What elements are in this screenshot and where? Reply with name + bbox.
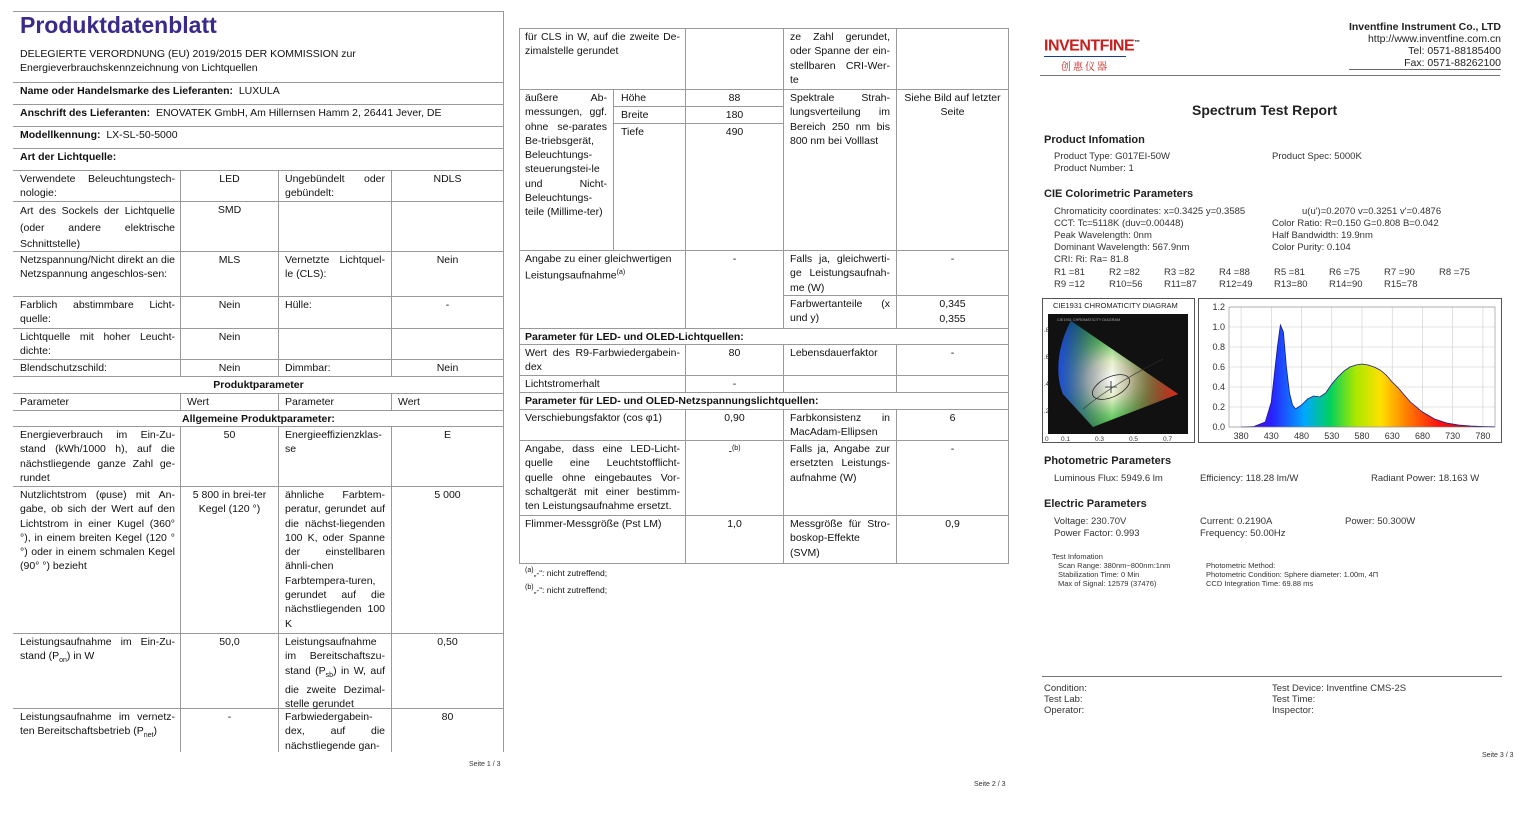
envelope-value: - bbox=[445, 299, 450, 311]
mains-value: MLS bbox=[218, 254, 241, 266]
chromaticity-coords: Chromaticity coordinates: x=0.3425 y=0.3585 bbox=[1054, 206, 1246, 217]
logo-text: INVENTFINE bbox=[1044, 37, 1135, 55]
model-row bbox=[20, 128, 178, 142]
cie-x-tick: 0 bbox=[1045, 436, 1049, 443]
uv-coords: u(u')=0.2070 v=0.3251 v'=0.4876 bbox=[1302, 206, 1442, 217]
supplier-address-row bbox=[20, 106, 442, 120]
cie-params-heading: CIE Colorimetric Parameters bbox=[1044, 188, 1194, 200]
mains-params-heading: Parameter für LED- und OLED-Netzspannungslichtquellen: bbox=[525, 395, 819, 407]
x-tick-label: 530 bbox=[1324, 431, 1340, 441]
color-consistency-value: 6 bbox=[949, 412, 956, 424]
product-params-heading: Produktparameter bbox=[213, 379, 304, 391]
general-params-heading: Allgemeine Produktparameter: bbox=[182, 413, 335, 425]
mains-label: Netzspannung/Nicht direkt an die Netzspannung angeschlos-sen: bbox=[20, 254, 175, 281]
cie-diagram-graphic bbox=[1043, 299, 1196, 444]
photometric-method: Photometric Method: bbox=[1206, 561, 1276, 570]
cie-inner-title: CIE1931 CHROMATICITY DIAGRAM bbox=[1057, 318, 1121, 322]
cri-label-cont: ze Zahl gerundet, oder Spanne der ein-stellbaren CRI-Wer-te bbox=[790, 31, 890, 86]
energy-consumption-value: 50 bbox=[223, 429, 236, 441]
r-value: R6 =75 bbox=[1329, 267, 1360, 278]
cap-type-value: SMD bbox=[217, 204, 242, 216]
regulation-subtitle bbox=[20, 47, 356, 75]
product-number: Product Number: 1 bbox=[1054, 163, 1134, 174]
company-block bbox=[1349, 21, 1501, 70]
energy-class-value: E bbox=[443, 429, 451, 441]
cie-x-tick: 0.7 bbox=[1163, 436, 1173, 443]
spectrum-chart bbox=[1198, 298, 1502, 443]
cie-diagram-title: CIE1931 CHROMATICITY DIAGRAM bbox=[1053, 301, 1178, 310]
subtitle-line-1: DELEGIERTE VERORDNUNG (EU) 2019/2015 DER KOMMISSION zur bbox=[20, 48, 356, 60]
glare-shield-value: Nein bbox=[218, 362, 241, 374]
y-tick-label: 1.2 bbox=[1212, 302, 1225, 312]
energy-consumption-label: Energieverbrauch im Ein-Zu-stand (kWh/1000 h), auf die nächstliegende ganze Zahl ge-rundet bbox=[20, 429, 175, 484]
r-value: R5 =81 bbox=[1274, 267, 1305, 278]
directional-value: NDLS bbox=[433, 173, 462, 185]
col-value-1: Wert bbox=[187, 396, 209, 408]
standby-power-label: Leistungsaufnahme im Bereitschaftszu-stand $(P_{sb})$ in W, auf die zweite Dezimal-stelle gerundet bbox=[285, 636, 386, 711]
supplier-name-row bbox=[20, 84, 280, 98]
displacement-label: Verschiebungsfaktor (cos φ1) bbox=[525, 412, 662, 424]
cri-label: Farbwiedergabein-dex, auf die nächstliegende gan- bbox=[285, 711, 385, 752]
col-param-1: Parameter bbox=[20, 396, 70, 408]
page-3 bbox=[1020, 0, 1537, 827]
networked-standby-label: Leistungsaufnahme im vernetz-ten Bereitschaftsbetrieb $(P_{net})$ bbox=[20, 711, 175, 740]
led-params-heading: Parameter für LED- und OLED-Lichtquellen: bbox=[525, 331, 744, 343]
r-value: R11=87 bbox=[1164, 279, 1197, 290]
replaced-power-value: - bbox=[950, 443, 955, 455]
scan-range: Scan Range: 380nm~800nm:1nm bbox=[1058, 561, 1171, 570]
high-luminance-value: Nein bbox=[218, 331, 241, 343]
report-title: Spectrum Test Report bbox=[1192, 102, 1338, 118]
ccd-integration-time: CCD Integration Time: 69.88 ms bbox=[1206, 579, 1314, 588]
frequency: Frequency: 50.00Hz bbox=[1200, 528, 1286, 539]
x-tick-label: 780 bbox=[1475, 431, 1491, 441]
y-tick-label: 0.4 bbox=[1212, 382, 1225, 392]
equivalent-power-label: Angabe zu einer gleichwertigen Leistungsaufnahme$^{(a)}$ bbox=[525, 253, 672, 282]
page-2 bbox=[515, 0, 1020, 827]
r-value: R12=49 bbox=[1219, 279, 1253, 290]
radiant-power: Radiant Power: 18.163 W bbox=[1371, 473, 1480, 484]
cie-y-tick: .2 bbox=[1044, 409, 1050, 415]
glare-shield-label: Blendschutzschild: bbox=[20, 362, 107, 374]
envelope-label: Hülle: bbox=[285, 299, 312, 311]
cls-label: Vernetzte Lichtquel-le (CLS): bbox=[285, 254, 385, 281]
test-info-heading: Test Infomation bbox=[1052, 552, 1103, 561]
color-consistency-label: Farbkonsistenz in MacAdam-Ellipsen bbox=[790, 412, 890, 439]
chromaticity-label: Farbwertanteile (x und y) bbox=[790, 298, 890, 325]
page-number-1: Seite 1 / 3 bbox=[469, 761, 501, 768]
lumen-maintenance-label: Lichtstromerhalt bbox=[525, 378, 600, 390]
company-tel: Tel: 0571-88185400 bbox=[1408, 45, 1501, 57]
company-web: http://www.inventfine.com.cn bbox=[1367, 33, 1501, 45]
flicker-label: Flimmer-Messgröße (Pst LM) bbox=[525, 518, 662, 530]
height-value: 88 bbox=[728, 92, 741, 104]
height-label: Höhe bbox=[621, 92, 647, 104]
x-tick-label: 580 bbox=[1354, 431, 1370, 441]
company-fax: Fax: 0571-88262100 bbox=[1349, 57, 1501, 70]
depth-label: Tiefe bbox=[621, 126, 644, 138]
dominant-wavelength: Dominant Wavelength: 567.9nm bbox=[1054, 242, 1190, 253]
current: Current: 0.2190A bbox=[1200, 516, 1273, 527]
test-time: Test Time: bbox=[1272, 694, 1316, 705]
cct-label: ähnliche Farbtem-peratur, gerundet auf die nächst-liegenden 100 K, oder Spanne der einstellbaren ähnli-chen Farbtempera-turen, gerundet auf die nächstliegenden 100 K bbox=[285, 489, 385, 630]
datasheet-title: Produktdatenblatt bbox=[20, 12, 217, 38]
y-tick-label: 0.8 bbox=[1212, 342, 1225, 352]
tech-value: LED bbox=[219, 173, 240, 185]
cie-x-tick: 0.5 bbox=[1129, 436, 1139, 443]
cie-diagram bbox=[1042, 298, 1195, 443]
cie-y-tick: .4 bbox=[1044, 382, 1050, 388]
col-param-2: Parameter bbox=[285, 396, 335, 408]
equivalent-power-w-label: Falls ja, gleichwerti-ge Leistungsaufnah-me (W) bbox=[790, 253, 890, 294]
width-label: Breite bbox=[621, 109, 649, 121]
voltage: Voltage: 230.70V bbox=[1054, 516, 1127, 527]
address-value: ENOVATEK GmbH, Am Hillernsen Hamm 2, 26441 Jever, DE bbox=[155, 107, 442, 119]
col-value-2: Wert bbox=[398, 396, 420, 408]
cie-y-tick: .8 bbox=[1044, 328, 1050, 334]
r-value: R3 =82 bbox=[1164, 267, 1195, 278]
replacement-value: -$^{(b)}$ bbox=[728, 445, 741, 458]
r-value: R13=80 bbox=[1274, 279, 1308, 290]
r9-value: 80 bbox=[728, 347, 741, 359]
energy-class-label: Energieeffizienzklas-se bbox=[285, 429, 382, 456]
page-1 bbox=[0, 0, 515, 827]
cls-standby-label: für CLS in W, auf die zweite De-zimalstelle gerundet bbox=[525, 31, 680, 58]
supplier-label: Name oder Handelsmarke des Lieferanten: bbox=[20, 85, 233, 97]
cie-y-tick: .6 bbox=[1044, 355, 1050, 361]
tunable-value: Nein bbox=[218, 299, 241, 311]
footnote-a: $^{(a)}$„-“: nicht zutreffend; bbox=[525, 567, 608, 578]
equivalent-power-value: - bbox=[732, 253, 737, 265]
r-value: R9 =12 bbox=[1054, 279, 1085, 290]
x-tick-label: 380 bbox=[1233, 431, 1249, 441]
product-spec: Product Spec: 5000K bbox=[1272, 151, 1362, 162]
peak-wavelength: Peak Wavelength: 0nm bbox=[1054, 230, 1152, 241]
x-tick-label: 480 bbox=[1294, 431, 1310, 441]
equivalent-power-w-value: - bbox=[950, 253, 955, 265]
y-tick-label: 0.0 bbox=[1212, 422, 1225, 432]
r-value: R8 =75 bbox=[1439, 267, 1470, 278]
width-value: 180 bbox=[725, 109, 744, 121]
footnote-b: $^{(b)}$„-“: nicht zutreffend; bbox=[525, 584, 608, 595]
lumen-maintenance-value: - bbox=[732, 378, 737, 390]
stabilization-time: Stabilization Time: 0 Min bbox=[1058, 570, 1140, 579]
r-value: R2 =82 bbox=[1109, 267, 1140, 278]
depth-value: 490 bbox=[725, 126, 744, 138]
power: Power: 50.300W bbox=[1345, 516, 1416, 527]
high-luminance-label: Lichtquelle mit hoher Leucht-dichte: bbox=[20, 331, 175, 358]
cri-ra: CRI: Ri: Ra= 81.8 bbox=[1054, 254, 1129, 265]
x-tick-label: 680 bbox=[1414, 431, 1430, 441]
networked-standby-value: - bbox=[227, 711, 232, 723]
y-tick-label: 1.0 bbox=[1212, 322, 1225, 332]
chromaticity-y-value: 0,355 bbox=[939, 313, 966, 325]
tech-label: Verwendete Beleuchtungstech-nologie: bbox=[20, 173, 175, 200]
chromaticity-x-value: 0,345 bbox=[939, 298, 966, 310]
replacement-label: Angabe, dass eine LED-Licht-quelle eine Leuchtstofflicht-quelle ohne eingebautes Vor-schaltgerät mit einer bestimm-ten Leistungsaufnahme ersetzt. bbox=[525, 443, 680, 513]
product-type: Product Type: G017EI-50W bbox=[1054, 151, 1170, 162]
spectrum-chart-svg bbox=[1199, 299, 1503, 444]
r-value: R4 =88 bbox=[1219, 267, 1250, 278]
survival-factor-value: - bbox=[950, 347, 955, 359]
half-bandwidth: Half Bandwidth: 19.9nm bbox=[1272, 230, 1373, 241]
cap-type-label: Art des Sockels der Lichtquelle (oder andere elektrische Schnittstelle) bbox=[20, 205, 175, 250]
spectrum-area bbox=[1241, 325, 1495, 427]
tunable-label: Farblich abstimmbare Licht-quelle: bbox=[20, 299, 175, 326]
operator: Operator: bbox=[1044, 705, 1085, 716]
company-name: Inventfine Instrument Co., LTD bbox=[1348, 21, 1501, 33]
spectral-distribution-label: Spektrale Strah-lungsverteilung im Bereich 250 nm bis 800 nm bei Volllast bbox=[790, 92, 890, 147]
logo-chinese: 创惠仪器 bbox=[1044, 56, 1126, 73]
cct-value: CCT: Tc=5118K (duv=0.00448) bbox=[1054, 218, 1184, 229]
r9-label: Wert des R9-Farbwiedergabein-dex bbox=[525, 347, 680, 374]
cls-value: Nein bbox=[436, 254, 459, 266]
cri-value: 80 bbox=[441, 711, 454, 723]
efficiency: Efficiency: 118.28 lm/W bbox=[1200, 473, 1299, 484]
x-tick-label: 730 bbox=[1445, 431, 1461, 441]
max-signal: Max of Signal: 12579 (37476) bbox=[1058, 579, 1157, 588]
color-ratio: Color Ratio: R=0.150 G=0.808 B=0.042 bbox=[1272, 218, 1439, 229]
on-mode-power-label: Leistungsaufnahme im Ein-Zu-stand $(P_{on})$ in W bbox=[20, 636, 175, 665]
luminous-flux: Luminous Flux: 5949.6 lm bbox=[1054, 473, 1163, 484]
standby-power-value: 0,50 bbox=[437, 636, 458, 648]
survival-factor-label: Lebensdauerfaktor bbox=[790, 347, 878, 359]
cie-x-tick: 0.3 bbox=[1095, 436, 1105, 443]
y-tick-label: 0.6 bbox=[1212, 362, 1225, 372]
r-value: R1 =81 bbox=[1054, 267, 1085, 278]
page-number-2: Seite 2 / 3 bbox=[974, 781, 1006, 788]
supplier-value: LUXULA bbox=[238, 85, 280, 97]
electric-heading: Electric Parameters bbox=[1044, 498, 1147, 510]
dimensions-label: äußere Ab-messungen, ggf. ohne se-parates Be-triebsgerät, Beleuchtungs-steuerungstei-le und Nicht-Beleuchtungs-teile (Millime-ter) bbox=[525, 92, 607, 219]
useful-flux-value: 5 800 in brei-ter Kegel (120 °) bbox=[192, 489, 267, 516]
r-value: R15=78 bbox=[1384, 279, 1418, 290]
test-lab: Test Lab: bbox=[1044, 694, 1083, 705]
r-value: R10=56 bbox=[1109, 279, 1143, 290]
on-mode-power-value: 50,0 bbox=[219, 636, 240, 648]
subtitle-line-2: Energieverbrauchskennzeichnung von Lichtquellen bbox=[20, 62, 258, 74]
r-value: R14=90 bbox=[1329, 279, 1363, 290]
directional-label: Ungebündelt oder gebündelt: bbox=[285, 173, 385, 200]
stroboscopic-label: Messgröße für Stro-boskop-Effekte (SVM) bbox=[790, 518, 890, 559]
power-factor: Power Factor: 0.993 bbox=[1054, 528, 1140, 539]
photometric-condition: Photometric Condition: Sphere diameter: 1.00m, 4Π bbox=[1206, 570, 1379, 579]
dimmable-label: Dimmbar: bbox=[285, 362, 331, 374]
product-info-heading: Product Infomation bbox=[1044, 134, 1145, 146]
photometric-heading: Photometric Parameters bbox=[1044, 455, 1172, 467]
replaced-power-label: Falls ja, Angabe zur ersetzten Leistungs-aufnahme (W) bbox=[790, 443, 890, 484]
spectral-distribution-value: Siehe Bild auf letzter Seite bbox=[904, 92, 1001, 119]
inventfine-logo: INVENTFINE™ 创惠仪器 bbox=[1044, 37, 1140, 74]
model-label: Modellkennung: bbox=[20, 129, 101, 141]
useful-flux-label: Nutzlichtstrom (φuse) mit An-gabe, ob sich der Wert auf den Lichtstrom in einer Kugel (360° °), in einem breiten Kegel (120 °°) oder in einem schmalen Kegel (90° °) bezieht bbox=[20, 489, 175, 573]
y-tick-label: 0.2 bbox=[1212, 402, 1225, 412]
flicker-value: 1,0 bbox=[727, 518, 742, 530]
dimmable-value: Nein bbox=[436, 362, 459, 374]
color-purity: Color Purity: 0.104 bbox=[1272, 242, 1351, 253]
test-device: Test Device: Inventfine CMS-2S bbox=[1272, 683, 1407, 694]
x-tick-label: 630 bbox=[1384, 431, 1400, 441]
page-number-3: Seite 3 / 3 bbox=[1482, 752, 1514, 759]
condition: Condition: bbox=[1044, 683, 1087, 694]
inspector: Inspector: bbox=[1272, 705, 1314, 716]
address-label: Anschrift des Lieferanten: bbox=[20, 107, 151, 119]
displacement-value: 0,90 bbox=[724, 412, 745, 424]
cie-x-tick: 0.1 bbox=[1061, 436, 1071, 443]
cct-value: 5 000 bbox=[434, 489, 461, 501]
r-value: R7 =90 bbox=[1384, 267, 1415, 278]
x-tick-label: 430 bbox=[1263, 431, 1279, 441]
light-source-type-heading: Art der Lichtquelle: bbox=[20, 151, 117, 163]
model-value: LX-SL-50-5000 bbox=[106, 129, 178, 141]
stroboscopic-value: 0,9 bbox=[945, 518, 960, 530]
